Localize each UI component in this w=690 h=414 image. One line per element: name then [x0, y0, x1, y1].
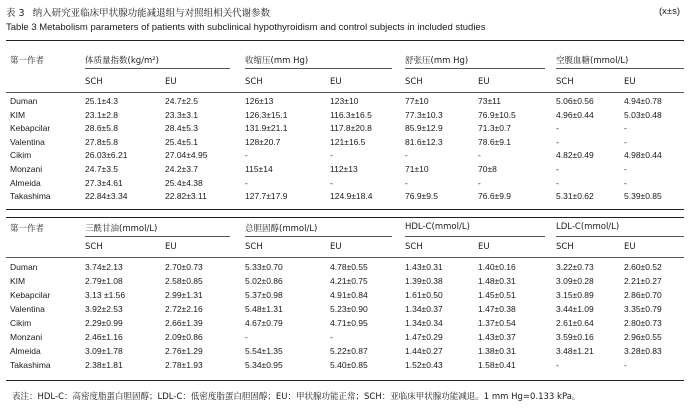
value-cell: 4.71±0.95	[330, 318, 368, 328]
value-cell: -	[330, 332, 333, 342]
value-cell: 5.22±0.87	[330, 346, 368, 356]
value-cell: 76.6±9.9	[478, 191, 512, 202]
table-footnote: 表注：HDL-C：高密度脂蛋白胆固醇；LDL-C：低密度脂蛋白胆固醇；EU：甲状腺功能正常；SCH：亚临床甲状腺功能减退。1 mm Hg=0.133 kPa。	[12, 392, 581, 402]
value-cell: 1.44±0.27	[405, 346, 443, 356]
author-cell: Valentina	[10, 136, 45, 147]
value-cell: -	[478, 177, 481, 188]
value-cell: 1.52±0.43	[405, 360, 443, 370]
author-cell: Cikim	[10, 150, 32, 161]
value-cell: 3.15±0.89	[556, 290, 594, 300]
value-cell: -	[556, 164, 559, 174]
sub-header: SCH	[405, 77, 423, 87]
value-cell: 77.3±10.3	[405, 109, 443, 120]
table-rule	[6, 209, 684, 210]
value-cell: 27.04±4.95	[165, 150, 208, 161]
group-header: HDL-C(mmol/L)	[405, 222, 470, 232]
value-cell: 25.4±5.1	[165, 136, 199, 147]
value-cell: 2.46±1.16	[85, 332, 123, 342]
value-cell: 23.3±3.1	[165, 109, 199, 120]
value-cell: 4.96±0.44	[556, 109, 594, 120]
value-cell: 5.23±0.90	[330, 304, 368, 314]
value-cell: 126±13	[245, 96, 274, 106]
value-cell: 112±13	[330, 164, 358, 174]
value-cell: 4.67±0.79	[245, 318, 283, 328]
value-cell: 2.60±0.52	[624, 262, 662, 272]
group-underline	[245, 236, 392, 237]
value-cell: 115±14	[245, 164, 273, 174]
sub-header: EU	[330, 77, 342, 87]
value-cell: 1.38±0.31	[478, 346, 516, 356]
value-cell: 5.34±0.95	[245, 360, 283, 370]
sub-header: SCH	[245, 77, 263, 87]
value-cell: 23.1±2.8	[85, 109, 119, 120]
value-cell: 5.54±1.35	[245, 346, 283, 356]
value-cell: 5.03±0.48	[624, 109, 662, 120]
value-cell: -	[624, 136, 627, 147]
value-cell: 3.28±0.83	[624, 346, 662, 356]
value-cell: 5.40±0.85	[330, 360, 368, 370]
value-cell: 1.47±0.38	[478, 304, 516, 314]
sub-header: SCH	[85, 77, 103, 87]
value-cell: 2.70±0.73	[165, 262, 203, 272]
value-cell: 131.9±21.1	[245, 123, 288, 134]
value-cell: 3.35±0.79	[624, 304, 662, 314]
value-cell: 3.44±1.09	[556, 304, 594, 314]
author-cell: Takashima	[10, 360, 51, 370]
value-cell: 5.48±1.31	[245, 304, 283, 314]
value-cell: 22.82±3.11	[165, 191, 207, 202]
group-underline	[405, 68, 545, 69]
value-cell: 3.13 ±1.56	[85, 290, 126, 300]
value-cell: 2.09±0.86	[165, 332, 203, 342]
group-header: 体质量指数(kg/m²)	[85, 56, 160, 66]
value-cell: 117.8±20.8	[330, 123, 372, 134]
value-cell: 3.59±0.16	[556, 332, 594, 342]
value-cell: 3.09±1.78	[85, 346, 123, 356]
author-cell: Valentina	[10, 304, 45, 314]
value-cell: 25.1±4.3	[85, 96, 119, 106]
value-cell: -	[245, 332, 248, 342]
value-cell: 2.78±1.93	[165, 360, 203, 370]
group-underline	[405, 236, 545, 237]
table-rule	[6, 257, 684, 258]
value-cell: 5.39±0.85	[624, 191, 662, 202]
value-cell: 2.96±0.55	[624, 332, 662, 342]
sub-header: SCH	[405, 242, 423, 252]
value-cell: 4.82±0.49	[556, 150, 594, 161]
value-cell: 28.6±5.8	[85, 123, 119, 134]
value-cell: -	[624, 360, 627, 370]
value-cell: 77±10	[405, 96, 429, 106]
table-rule	[6, 217, 684, 218]
value-cell: -	[405, 150, 408, 161]
value-cell: 1.34±0.34	[405, 318, 443, 328]
value-cell: 3.22±0.73	[556, 262, 594, 272]
author-cell: KIM	[10, 276, 26, 286]
value-cell: 5.37±0.98	[245, 290, 283, 300]
value-cell: -	[624, 164, 627, 174]
value-cell: 127.7±17.9	[245, 191, 288, 202]
author-cell: KIM	[10, 109, 26, 120]
value-cell: 3.48±1.21	[556, 346, 594, 356]
group-header: 总胆固醇(mmol/L)	[245, 224, 318, 234]
group-underline	[556, 68, 684, 69]
value-cell: 78.6±9.1	[478, 136, 512, 147]
value-cell: 1.61±0.50	[405, 290, 443, 300]
value-cell: 26.03±6.21	[85, 150, 128, 161]
value-cell: 3.92±2.53	[85, 304, 123, 314]
sub-header: SCH	[85, 242, 103, 252]
sub-header: EU	[624, 242, 636, 252]
value-cell: 4.91±0.84	[330, 290, 368, 300]
group-header: 收缩压(mm Hg)	[245, 56, 309, 66]
value-cell: 5.02±0.86	[245, 276, 283, 286]
value-cell: 5.06±0.56	[556, 96, 594, 106]
group-header: 舒张压(mm Hg)	[405, 56, 469, 66]
group-underline	[245, 68, 392, 69]
author-cell: Kebapcilar	[10, 123, 51, 134]
value-cell: 1.43±0.31	[405, 262, 443, 272]
value-cell: 2.21±0.27	[624, 276, 662, 286]
sub-header: SCH	[245, 242, 263, 252]
value-cell: 1.45±0.51	[478, 290, 516, 300]
unit-label: (x±s)	[658, 6, 680, 17]
value-cell: -	[624, 123, 627, 134]
value-cell: 76.9±9.5	[405, 191, 439, 202]
author-cell: Monzani	[10, 332, 43, 342]
value-cell: 27.3±4.61	[85, 177, 123, 188]
value-cell: 2.58±0.85	[165, 276, 203, 286]
group-underline	[556, 236, 684, 237]
value-cell: 123±10	[330, 96, 359, 106]
value-cell: -	[330, 150, 333, 161]
value-cell: 24.2±3.7	[165, 164, 199, 174]
value-cell: -	[556, 360, 559, 370]
value-cell: 2.86±0.70	[624, 290, 662, 300]
value-cell: 3.09±0.28	[556, 276, 594, 286]
value-cell: 2.79±1.08	[85, 276, 123, 286]
value-cell: 2.80±0.73	[624, 318, 662, 328]
value-cell: 121±16.5	[330, 136, 366, 147]
value-cell: 124.9±18.4	[330, 191, 373, 202]
sub-header: EU	[624, 77, 636, 87]
value-cell: 126.3±15.1	[245, 109, 288, 120]
group-underline	[85, 236, 230, 237]
sub-header: SCH	[556, 242, 574, 252]
value-cell: 2.38±1.81	[85, 360, 123, 370]
value-cell: -	[556, 136, 559, 147]
value-cell: 116.3±16.5	[330, 109, 372, 120]
value-cell: -	[556, 123, 559, 134]
table-title-cn-text: 纳入研究亚临床甲状腺功能减退组与对照组相关代谢参数	[32, 8, 271, 19]
value-cell: 4.78±0.55	[330, 262, 368, 272]
value-cell: 71±10	[405, 164, 429, 174]
value-cell: 3.74±2.13	[85, 262, 123, 272]
value-cell: -	[478, 150, 481, 161]
value-cell: 24.7±3.5	[85, 164, 119, 174]
value-cell: 27.8±5.8	[85, 136, 119, 147]
author-cell: Kebapcilar	[10, 290, 51, 300]
group-underline	[85, 68, 230, 69]
value-cell: 4.94±0.78	[624, 96, 662, 106]
sub-header: EU	[165, 77, 177, 87]
value-cell: -	[624, 177, 627, 188]
table-rule	[6, 40, 684, 41]
value-cell: 2.72±2.16	[165, 304, 203, 314]
author-cell: Almeida	[10, 346, 41, 356]
value-cell: 1.43±0.37	[478, 332, 516, 342]
author-header: 第一作者	[10, 224, 45, 234]
author-cell: Duman	[10, 262, 38, 272]
group-header: 空腹血糖(mmol/L)	[556, 56, 629, 66]
value-cell: 71.3±0.7	[478, 123, 512, 134]
value-cell: 2.99±1.31	[165, 290, 203, 300]
value-cell: 1.37±0.54	[478, 318, 516, 328]
sub-header: EU	[478, 77, 490, 87]
value-cell: 1.48±0.31	[478, 276, 516, 286]
value-cell: 70±8	[478, 164, 497, 174]
value-cell: 5.31±0.62	[556, 191, 594, 202]
value-cell: -	[405, 177, 408, 188]
value-cell: 24.7±2.5	[165, 96, 199, 106]
table-rule	[6, 92, 684, 93]
value-cell: 1.58±0.41	[478, 360, 516, 370]
value-cell: 22.84±3.34	[85, 191, 128, 202]
author-cell: Monzani	[10, 164, 43, 174]
value-cell: 4.21±0.75	[330, 276, 368, 286]
author-header: 第一作者	[10, 56, 45, 66]
table-rule	[6, 380, 684, 381]
value-cell: 2.61±0.64	[556, 318, 594, 328]
sub-header: EU	[478, 242, 490, 252]
table-title-cn	[6, 5, 270, 19]
value-cell: -	[556, 177, 559, 188]
value-cell: 2.66±1.39	[165, 318, 203, 328]
value-cell: 81.6±12.3	[405, 136, 443, 147]
sub-header: EU	[330, 242, 342, 252]
value-cell: -	[245, 177, 248, 188]
author-cell: Cikim	[10, 318, 32, 328]
sub-header: EU	[165, 242, 177, 252]
author-cell: Takashima	[10, 191, 51, 202]
value-cell: -	[245, 150, 248, 161]
value-cell: 73±11	[478, 96, 501, 106]
author-cell: Duman	[10, 96, 38, 106]
table-number: 表 3	[6, 8, 25, 19]
value-cell: 1.47±0.29	[405, 332, 443, 342]
value-cell: 2.29±0.99	[85, 318, 123, 328]
value-cell: -	[330, 177, 333, 188]
value-cell: 85.9±12.9	[405, 123, 443, 134]
group-header: 三酰甘油(mmol/L)	[85, 224, 158, 234]
value-cell: 4.98±0.44	[624, 150, 662, 161]
value-cell: 5.33±0.70	[245, 262, 283, 272]
value-cell: 28.4±5.3	[165, 123, 199, 134]
table-title-en: Table 3 Metabolism parameters of patients with subclinical hypothyroidism and control subjects in included studies	[6, 22, 486, 33]
value-cell: 76.9±10.5	[478, 109, 516, 120]
value-cell: 1.40±0.16	[478, 262, 516, 272]
value-cell: 25.4±4.38	[165, 177, 203, 188]
value-cell: 128±20.7	[245, 136, 281, 147]
value-cell: 2.76±1.29	[165, 346, 203, 356]
author-cell: Almeida	[10, 177, 41, 188]
value-cell: 1.39±0.38	[405, 276, 443, 286]
value-cell: 1.34±0.37	[405, 304, 443, 314]
sub-header: SCH	[556, 77, 574, 87]
group-header: LDL-C(mmol/L)	[556, 222, 620, 232]
